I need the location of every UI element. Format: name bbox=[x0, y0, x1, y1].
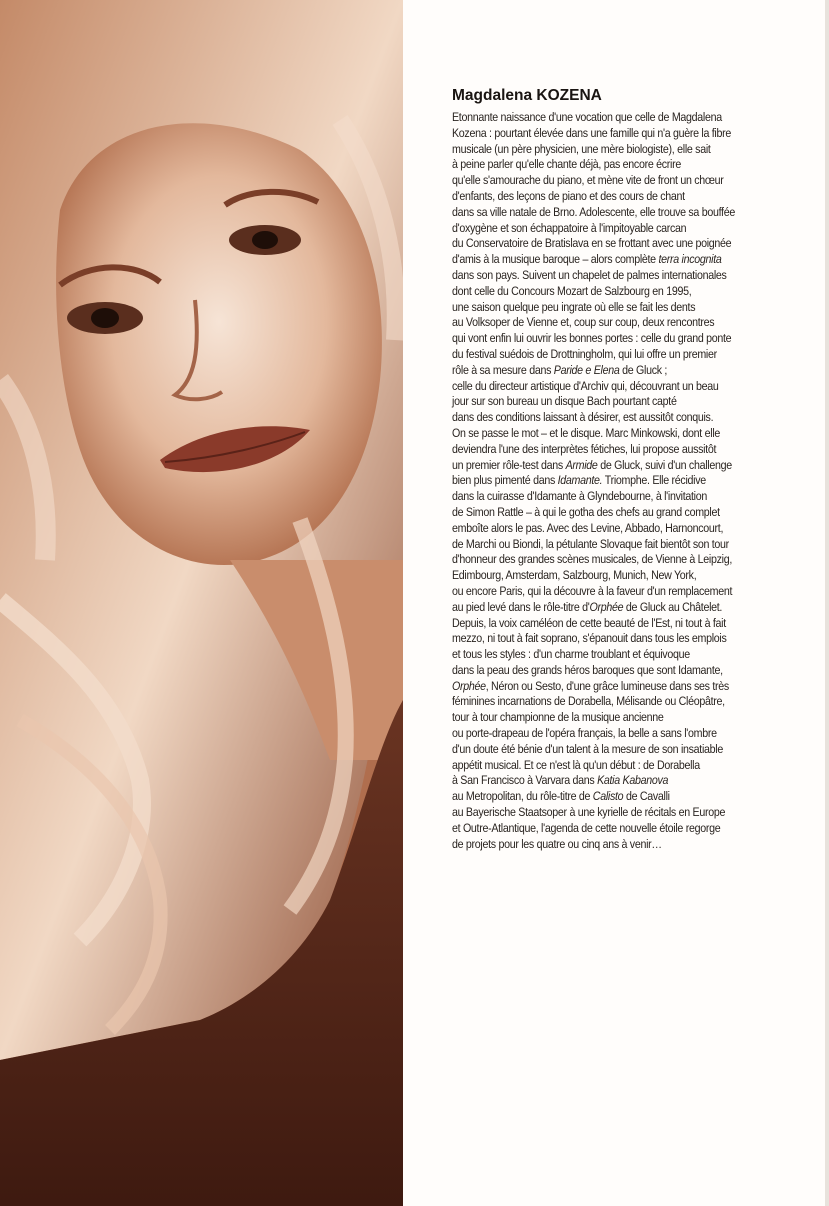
body-line: de Simon Rattle – à qui le gotha des chefs au grand complet bbox=[452, 504, 720, 519]
body-line: mezzo, ni tout à fait soprano, s'épanouit dans tous les emplois bbox=[452, 631, 727, 646]
portrait-photo bbox=[0, 0, 403, 1206]
body-line: Orphée, Néron ou Sesto, d'une grâce lumineuse dans ses très bbox=[452, 678, 729, 693]
body-line: musicale (un père physicien, une mère biologiste), elle sait bbox=[452, 141, 711, 156]
body-line: une saison quelque peu ingrate où elle se fait les dents bbox=[452, 299, 696, 314]
article-title: Magdalena KOZENA bbox=[452, 87, 602, 104]
body-line: d'enfants, des leçons de piano et des cours de chant bbox=[452, 188, 685, 203]
body-line: ou porte-drapeau de l'opéra français, la belle a sans l'ombre bbox=[452, 726, 717, 741]
body-line: emboîte alors le pas. Avec des Levine, Abbado, Harnoncourt, bbox=[452, 520, 724, 535]
body-line: dans des conditions laissant à désirer, est aussitôt conquis. bbox=[452, 410, 714, 425]
body-line: celle du directeur artistique d'Archiv qui, découvrant un beau bbox=[452, 378, 719, 393]
body-line: un premier rôle-test dans Armide de Gluck, suivi d'un challenge bbox=[452, 457, 732, 472]
body-line: jour sur son bureau un disque Bach pourtant capté bbox=[452, 394, 677, 409]
body-line: féminines incarnations de Dorabella, Mélisande ou Cléopâtre, bbox=[452, 694, 725, 709]
body-line: tour à tour championne de la musique ancienne bbox=[452, 710, 664, 725]
body-line: dans la cuirasse d'Idamante à Glyndebourne, à l'invitation bbox=[452, 489, 707, 504]
body-line: appétit musical. Et ce n'est là qu'un début : de Dorabella bbox=[452, 757, 700, 772]
body-line: Etonnante naissance d'une vocation que celle de Magdalena bbox=[452, 110, 722, 124]
body-line: de Marchi ou Biondi, la pétulante Slovaque fait bientôt son tour bbox=[452, 536, 729, 551]
body-line: Depuis, la voix caméléon de cette beauté de l'Est, ni tout à fait bbox=[452, 615, 726, 630]
body-line: au Bayerische Staatsoper à une kyrielle de récitals en Europe bbox=[452, 805, 726, 820]
body-line: ou encore Paris, qui la découvre à la faveur d'un remplacement bbox=[452, 583, 733, 598]
body-line: au Volksoper de Vienne et, coup sur coup, deux rencontres bbox=[452, 315, 715, 330]
body-line: d'honneur des grandes scènes musicales, de Vienne à Leipzig, bbox=[452, 552, 732, 567]
body-line: du Conservatoire de Bratislava en se frottant avec une poignée bbox=[452, 236, 732, 251]
portrait-illustration bbox=[0, 0, 403, 1206]
body-line: Edimbourg, Amsterdam, Salzbourg, Munich, New York, bbox=[452, 568, 697, 583]
body-line: d'oxygène et son échappatoire à l'impitoyable carcan bbox=[452, 220, 687, 235]
body-line: qui vont enfin lui ouvrir les bonnes portes : celle du grand ponte bbox=[452, 331, 732, 346]
body-line: au Metropolitan, du rôle-titre de Calisto de Cavalli bbox=[452, 789, 670, 804]
body-line: deviendra l'une des interprètes fétiches, lui propose aussitôt bbox=[452, 441, 717, 456]
body-line: au pied levé dans le rôle-titre d'Orphée de Gluck au Châtelet. bbox=[452, 599, 723, 614]
body-line: à peine parler qu'elle chante déjà, pas encore écrire bbox=[452, 157, 681, 172]
body-line: et tous les styles : d'un charme troublant et équivoque bbox=[452, 647, 690, 662]
body-line: Kozena : pourtant élevée dans une famille qui n'a guère la fibre bbox=[452, 125, 731, 140]
body-line: qu'elle s'amourache du piano, et mène vite de front un chœur bbox=[452, 173, 724, 188]
body-line: dont celle du Concours Mozart de Salzbourg en 1995, bbox=[452, 283, 692, 298]
scan-edge bbox=[825, 0, 829, 1206]
body-line: dans sa ville natale de Brno. Adolescente, elle trouve sa bouffée bbox=[452, 204, 735, 219]
body-line: du festival suédois de Drottningholm, qui lui offre un premier bbox=[452, 346, 717, 361]
body-line: dans la peau des grands héros baroques que sont Idamante, bbox=[452, 662, 723, 677]
article-body bbox=[452, 110, 802, 852]
body-line: de projets pour les quatre ou cinq ans à venir… bbox=[452, 836, 662, 851]
body-line: et Outre-Atlantique, l'agenda de cette nouvelle étoile regorge bbox=[452, 820, 721, 835]
body-line: dans son pays. Suivent un chapelet de palmes internationales bbox=[452, 267, 727, 282]
body-line: bien plus pimenté dans Idamante. Triomphe. Elle récidive bbox=[452, 473, 706, 488]
article bbox=[452, 87, 802, 852]
body-line: d'un doute été bénie d'un talent à la mesure de son insatiable bbox=[452, 741, 723, 756]
body-line: à San Francisco à Varvara dans Katia Kabanova bbox=[452, 773, 669, 788]
body-line: d'amis à la musique baroque – alors complète terra incognita bbox=[452, 252, 722, 267]
body-line: On se passe le mot – et le disque. Marc Minkowski, dont elle bbox=[452, 425, 721, 440]
body-line: rôle à sa mesure dans Paride e Elena de Gluck ; bbox=[452, 362, 668, 377]
